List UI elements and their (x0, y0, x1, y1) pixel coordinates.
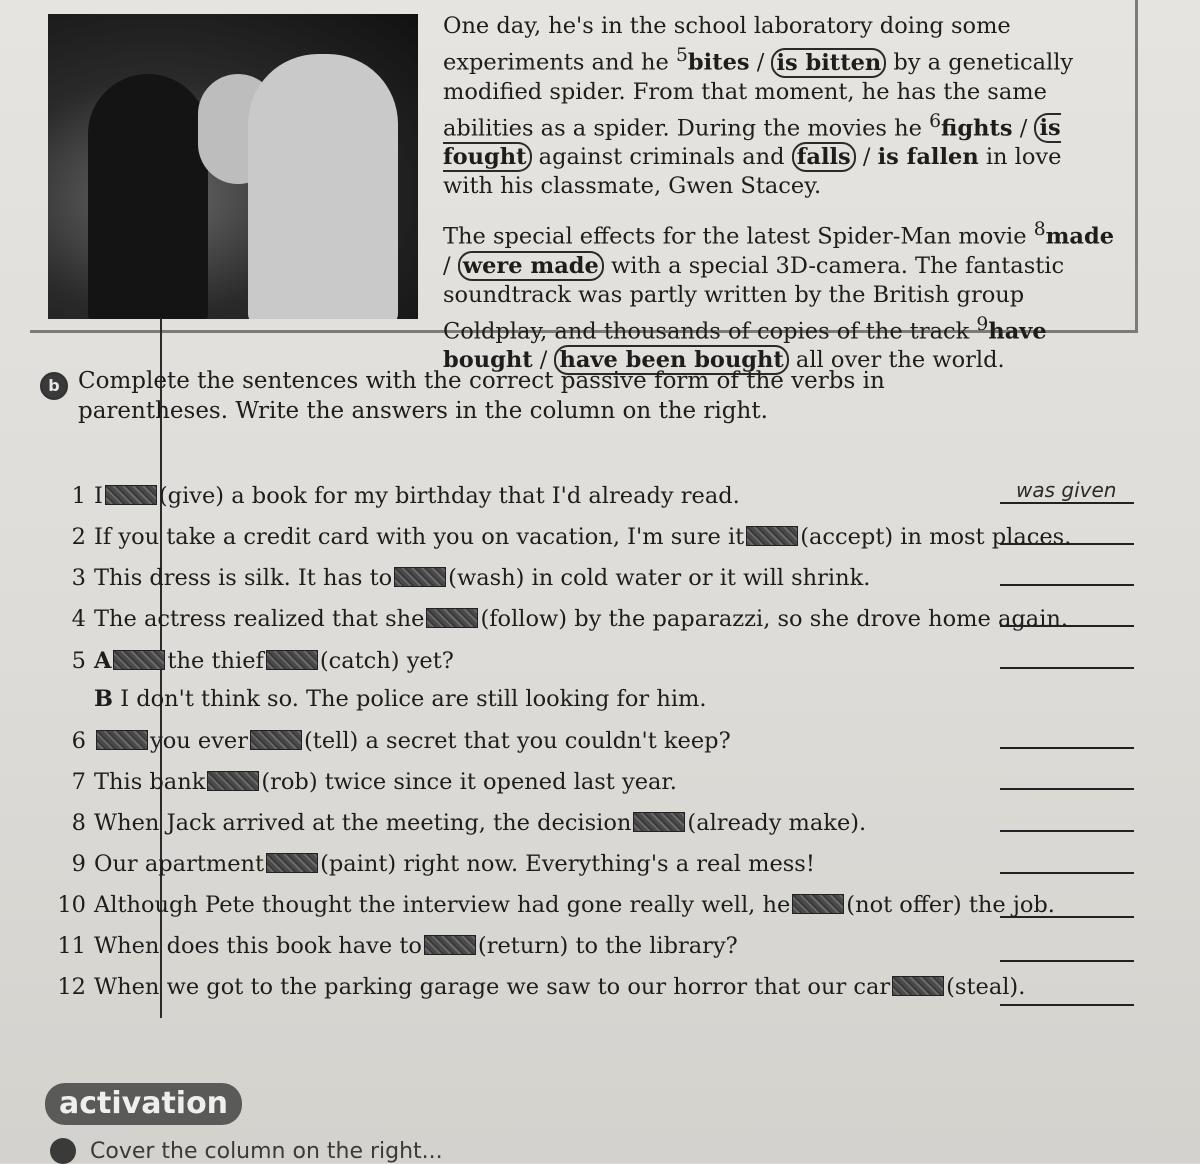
section-b-badge: b (40, 372, 68, 400)
activation-instruction (50, 1138, 443, 1164)
item-number: 5 (675, 45, 688, 66)
text-run: One day, he's in the school laboratory doing some experiments and he (443, 13, 1011, 76)
redacted-blank (746, 526, 798, 546)
item-number: 5 (71, 648, 86, 674)
item-number: 12 (57, 974, 86, 1000)
item-text: This dress is silk. It has to (94, 565, 393, 591)
redacted-blank (424, 935, 476, 955)
item-text: you ever (150, 728, 248, 754)
option-5b-circled: is bitten (771, 48, 886, 78)
exercise-item-10 (50, 890, 1055, 920)
exercise-item-11 (50, 931, 1000, 961)
text-run: in love with his classmate, Gwen Stacey. (443, 144, 1062, 199)
item-text: the thief (167, 648, 264, 674)
item-text: (return) to the library? (477, 933, 738, 959)
item-text: (follow) by the paparazzi, so she drove home again. (480, 606, 1069, 632)
item-text: When we got to the parking garage we saw to our horror that our car (94, 974, 891, 1000)
answer-line-10[interactable] (1000, 894, 1134, 918)
text-run: against criminals and (531, 144, 792, 170)
exercise-item-9 (50, 849, 1000, 879)
redacted-blank (633, 812, 685, 832)
answer-line-9[interactable] (1000, 850, 1134, 874)
exercise-item-6 (50, 726, 1000, 756)
text-run: with a special 3D-camera. The fantastic soundtrack was partly written by the British group Coldplay, and thousands of copies of the track (443, 252, 1065, 344)
item-text: The actress realized that she (94, 606, 425, 632)
activation-text: Cover the column on the right... (90, 1139, 443, 1164)
item-number: 8 (1033, 219, 1046, 240)
activation-label: activation (45, 1083, 242, 1125)
option-6b-circled: is fought (443, 115, 1061, 170)
item-number: 6 (929, 110, 942, 132)
instruction-text: Complete the sentences with the correct passive form of the verbs in parentheses. Write the answers in the column on the right. (78, 368, 885, 424)
item-number: 1 (71, 483, 86, 509)
item-text: When does this book have to (94, 933, 422, 959)
redacted-blank (892, 976, 944, 996)
reading-paragraph-2: The special effects for the latest Spider-Man movie $^8$made / were made with a special 3D-camera. The fantastic soundtrack was partly written by the British group Coldplay, and thousands of copies of the track $^9$have bought / have been bought all over the world. (443, 219, 1115, 373)
option-9b-circled: have been bought (554, 345, 788, 375)
item-number: 9 (976, 313, 989, 335)
exercise-item-3 (50, 563, 1000, 593)
option-8a: made (1045, 223, 1115, 250)
reading-paragraph-1: One day, he's in the school laboratory doing some experiments and he $^5$bites / is bitten by a genetically modified spider. From that moment, he has the same abilities as a spider. During the movies he $^6$fights / is fought against criminals and falls / is fallen in love with his classmate, Gwen Stacey. (443, 13, 1074, 199)
answer-line-7[interactable] (1000, 766, 1134, 790)
item-text: (steal). (946, 974, 1026, 1000)
item-number: 6 (71, 728, 86, 754)
item-text: If you take a credit card with you on vacation, I'm sure it (94, 524, 745, 550)
answer-line-2[interactable] (1000, 521, 1134, 545)
item-text: I don't think so. The police are still looking for him. (120, 686, 707, 712)
redacted-blank (266, 853, 318, 873)
redacted-blank (266, 650, 318, 670)
redacted-blank (207, 771, 259, 791)
redacted-blank (105, 485, 157, 505)
exercise-item-7 (50, 767, 1000, 797)
exercise-item-4 (50, 604, 1069, 634)
answer-line-11[interactable] (1000, 938, 1134, 962)
item-text: (not offer) the job. (846, 892, 1055, 918)
item-text: (give) a book for my birthday that I'd already read. (158, 483, 740, 509)
exercise-item-2 (50, 522, 1072, 552)
text-run: by a genetically modified spider. From that moment, he has the same abilities as a spider. During the movies he (443, 49, 1074, 141)
exercise-item-5-reply (50, 684, 1000, 714)
item-number: 10 (57, 892, 86, 918)
item-number: 9 (71, 851, 86, 877)
answer-line-6[interactable] (1000, 725, 1134, 749)
speaker-a: A (94, 648, 112, 674)
answer-line-12[interactable] (1000, 982, 1134, 1006)
item-number: 4 (71, 606, 86, 632)
answer-line-8[interactable] (1000, 808, 1134, 832)
redacted-blank (96, 730, 148, 750)
redacted-blank (250, 730, 302, 750)
item-text: (wash) in cold water or it will shrink. (448, 565, 871, 591)
exercise-item-5 (50, 646, 1000, 676)
item-number: 7 (71, 769, 86, 795)
item-text: (rob) twice since it opened last year. (261, 769, 677, 795)
item-text: This bank (94, 769, 206, 795)
item-text: (accept) in most places. (800, 524, 1072, 550)
item-number: 11 (57, 933, 86, 959)
movie-still-photo (48, 14, 418, 319)
photo-figure-right (248, 54, 398, 319)
option-6a: fights (941, 115, 1013, 141)
option-7a-circled: falls (792, 142, 856, 172)
answer-line-4[interactable] (1000, 603, 1134, 627)
exercise-item-8 (50, 808, 1000, 838)
exercise-item-12 (50, 972, 1026, 1002)
reading-text (443, 12, 1115, 389)
item-text: (paint) right now. Everything's a real mess! (320, 851, 815, 877)
item-text: (catch) yet? (319, 648, 454, 674)
section-c-badge-icon (50, 1138, 76, 1164)
option-8b-circled: were made (458, 251, 604, 281)
item-text: (tell) a secret that you couldn't keep? (304, 728, 731, 754)
redacted-blank (792, 894, 844, 914)
answer-line-3[interactable] (1000, 562, 1134, 586)
answer-line-5[interactable] (1000, 645, 1134, 669)
item-number: 8 (71, 810, 86, 836)
example-answer: was given (1016, 478, 1117, 502)
text-run: all over the world. (788, 347, 1005, 373)
text-run: The special effects for the latest Spider-Man movie (443, 223, 1034, 250)
redacted-blank (113, 650, 165, 670)
item-text: When Jack arrived at the meeting, the decision (94, 810, 632, 836)
exercise-item-1 (50, 481, 1000, 511)
redacted-blank (426, 608, 478, 628)
item-text: Although Pete thought the interview had gone really well, he (94, 892, 791, 918)
photo-figure-left (88, 74, 208, 319)
speaker-b: B (94, 686, 114, 712)
item-text: Our apartment (94, 851, 265, 877)
item-text: I (94, 483, 103, 509)
option-9a: have bought (443, 318, 1047, 373)
item-text: (already make). (687, 810, 867, 836)
option-7b: is fallen (877, 144, 979, 170)
item-number: 2 (71, 524, 86, 550)
option-5a: bites (687, 49, 750, 76)
redacted-blank (394, 567, 446, 587)
item-number: 3 (71, 565, 86, 591)
